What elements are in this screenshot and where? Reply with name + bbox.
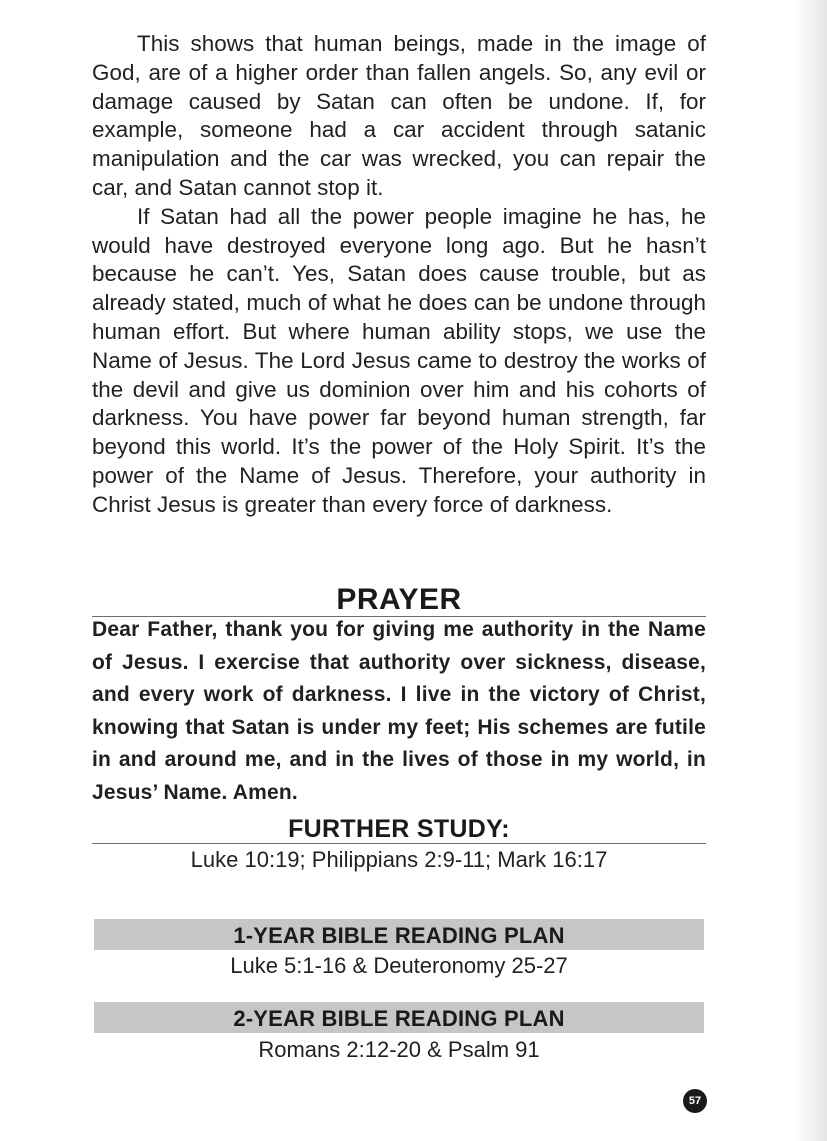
prayer-text: Dear Father, thank you for giving me authority in the Name of Jesus. I exercise that authority over sickness, disease, and every work of darkness. I live in the victory of Christ, knowing that Satan is under my feet; His schemes are futile in and around me, and in the lives of those in my world, in Jesus’ Name. Amen. — [92, 618, 706, 804]
body-paragraph: This shows that human beings, made in the image of God, are of a higher order than fallen angels. So, any evil or damage caused by Satan can often be undone. If, for example, someone had a car accident through satanic manipulation and the car was wrecked, you can repair the car, and Satan cannot stop it. — [92, 31, 706, 200]
one-year-plan-heading: 1-YEAR BIBLE READING PLAN — [94, 919, 704, 950]
two-year-plan-refs: Romans 2:12-20 & Psalm 91 — [258, 1037, 540, 1062]
one-year-plan-refs: Luke 5:1-16 & Deuteronomy 25-27 — [230, 953, 568, 978]
further-study-heading: FURTHER STUDY: — [288, 815, 510, 843]
page-edge-shadow — [793, 0, 827, 1141]
page-number-badge: 57 — [683, 1089, 707, 1113]
body-paragraph: If Satan had all the power people imagine he has, he would have destroyed everyone long ago. But he hasn’t because he can’t. Yes, Satan does cause trouble, but as already stated, much of what he does can be undone through human effort. But where human ability stops, we use the Name of Jesus. The Lord Jesus came to destroy the works of the devil and give us dominion over him and his cohorts of darkness. You have power far beyond human strength, far beyond this world. It’s the power of the Holy Spirit. It’s the power of the Name of Jesus. Therefore, your authority in Christ Jesus is greater than every force of darkness. — [92, 203, 706, 517]
prayer-heading: PRAYER — [336, 583, 462, 616]
body-text — [92, 30, 706, 520]
further-study-divider — [92, 843, 706, 844]
further-study-refs: Luke 10:19; Philippians 2:9-11; Mark 16:17 — [190, 847, 608, 872]
two-year-plan-heading: 2-YEAR BIBLE READING PLAN — [94, 1002, 704, 1033]
